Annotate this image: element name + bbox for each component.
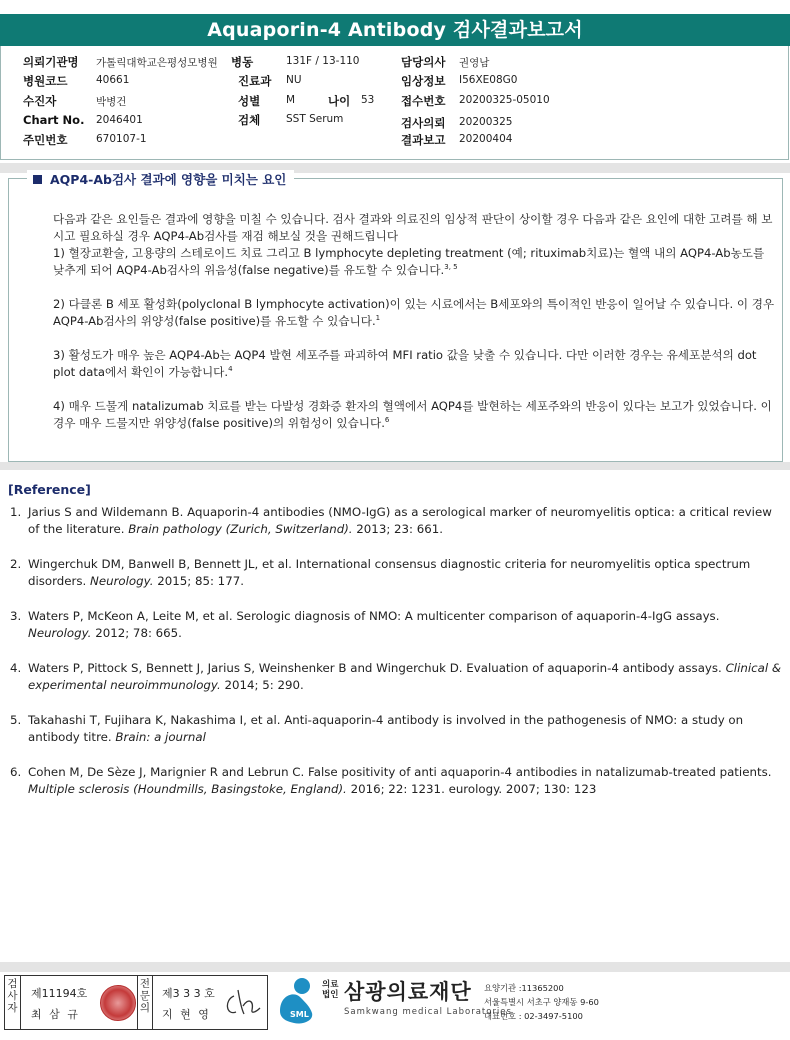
reference-journal: Brain: a journal — [115, 730, 206, 744]
reference-number: 2. — [10, 557, 22, 571]
reference-journal: Neurology. — [90, 574, 154, 588]
institution-value: 가톨릭대학교은평성모병원 — [96, 57, 218, 69]
report-label: 결과보고 — [401, 133, 446, 147]
signature-icon — [220, 984, 262, 1022]
foundation-address — [484, 981, 599, 1023]
factors-intro: 다음과 같은 요인들은 결과에 영향을 미칠 수 있습니다. 검사 결과와 의료진의 임상적 판단이 상이할 경우 다음과 같은 요인에 대한 고려를 해 보시고 필요하실 경우 AQP4-Ab검사를 재검 해보실 것을 권해드립니다 — [53, 212, 773, 243]
id-label: 주민번호 — [23, 133, 68, 147]
patient-label: 수진자 — [23, 94, 57, 108]
specimen-label: 검체 — [238, 113, 261, 127]
request-date: 20200325 — [459, 116, 513, 128]
factors-panel — [8, 172, 783, 462]
reference-number: 3. — [10, 609, 22, 623]
reference-text: Waters P, McKeon A, Leite M, et al. Serologic diagnosis of NMO: A multicenter comparison of aquaporin-4-IgG assays. — [28, 609, 720, 623]
reference-text: Waters P, Pittock S, Bennett J, Jarius S, Weinshenker B and Wingerchuk D. Evaluation of aquaporin-4 antibody assays. — [28, 661, 722, 675]
seal-stamp-icon — [100, 985, 136, 1021]
reference-list — [10, 504, 785, 816]
logo-icon-text: SML — [290, 1010, 309, 1019]
patient-info-panel — [0, 46, 789, 160]
factor-item — [53, 296, 775, 330]
reference-journal: Multiple sclerosis (Houndmills, Basingstoke, England). — [28, 782, 347, 796]
reference-citation: 2012; 78: 665. — [95, 626, 182, 640]
reference-heading: [Reference] — [8, 482, 91, 497]
reference-number: 4. — [10, 661, 22, 675]
age-value: 53 — [361, 94, 375, 106]
specimen-value: SST Serum — [286, 113, 344, 125]
foundation-english-name: Samkwang medical Laboratories — [344, 1007, 512, 1017]
foundation-logo — [272, 975, 787, 1030]
factor-ref: 3, 5 — [444, 263, 458, 272]
reference-citation: 2013; 23: 661. — [356, 522, 444, 536]
sex-value: M — [286, 94, 296, 106]
reference-text: Cohen M, De Sèze J, Marignier R and Lebrun C. False positivity of anti aquaporin-4 antibodies in natalizumab-treated patients. — [28, 765, 772, 779]
factors-title — [27, 170, 294, 188]
factor-item — [53, 398, 775, 432]
reference-text: Takahashi T, Fujihara K, Nakashima I, et al. Anti-aquaporin-4 antibody is involved in the pathogenesis of NMO: a study on antibody titre. — [28, 713, 744, 744]
report-date: 20200404 — [459, 133, 513, 145]
sex-label: 성별 — [238, 94, 261, 108]
reference-citation: 2014; 5: 290. — [224, 678, 304, 692]
reference-citation: 2016; 22: 1231. eurology. 2007; 130: 123 — [350, 782, 597, 796]
specialist-vertical-label: 전문의 — [137, 976, 153, 1029]
divider — [0, 962, 790, 972]
foundation-name: 삼광의료재단 — [344, 980, 472, 1004]
factors-body — [53, 211, 775, 449]
report-title: Aquaporin-4 Antibody 검사결과보고서 — [0, 14, 790, 46]
reference-item — [10, 712, 785, 746]
reference-number: 6. — [10, 765, 22, 779]
reference-text: Wingerchuk DM, Banwell B, Bennett JL, et al. International consensus diagnostic criteria for neuromyelitis optica spectrum disorders. — [28, 557, 751, 588]
reference-item — [10, 660, 785, 694]
reference-item — [10, 504, 785, 538]
factor-item — [53, 245, 775, 279]
factor-ref: 1 — [375, 314, 381, 323]
factor-text: 1) 혈장교환술, 고용량의 스테로이드 치료 그리고 B lymphocyte depleting treatment (예; rituximab치료)는 혈액 내의 AQP4-Ab농도를 낮추게 되어 AQP4-Ab검사의 위음성(false negative)를 유도할 수 있습니다. — [53, 246, 765, 277]
ward-label: 병동 — [231, 55, 254, 69]
clinical-info-value: I56XE08G0 — [459, 74, 518, 86]
specialist-number: 제3 3 3 호 — [162, 987, 215, 1000]
institution-label: 의뢰기관명 — [23, 55, 79, 69]
request-label: 검사의뢰 — [401, 116, 446, 130]
factor-text: 4) 매우 드물게 natalizumab 치료를 받는 다발성 경화증 환자의 혈액에서 AQP4를 발현하는 세포주와의 반응이 있다는 보고가 있었습니다. 이 경우 매우 드물지만 위양성(false positive)의 위험성이 있습니다. — [53, 399, 772, 430]
specialist-name: 지 현 영 — [162, 1008, 211, 1021]
reference-item — [10, 608, 785, 642]
accession-label: 접수번호 — [401, 94, 446, 108]
address-line: 서울특별시 서초구 양재동 9-60 — [484, 997, 599, 1007]
doctor-value: 권영남 — [459, 57, 490, 69]
factor-ref: 4 — [228, 365, 233, 374]
reference-text: Jarius S and Wildemann B. Aquaporin-4 antibodies (NMO-IgG) as a serological marker of neuromyelitis optica: a critical review of the literature. — [28, 505, 772, 536]
department-value: NU — [286, 74, 302, 86]
reference-item — [10, 556, 785, 590]
examiner-name: 최 삼 규 — [31, 1008, 80, 1021]
ward-value: 131F / 13-110 — [286, 55, 360, 67]
factors-title-text: AQP4-Ab검사 결과에 영향을 미치는 요인 — [50, 172, 287, 187]
reference-journal: Brain pathology (Zurich, Switzerland). — [128, 522, 353, 536]
factor-item — [53, 347, 775, 381]
patient-value: 박병건 — [96, 96, 127, 108]
bullet-square-icon — [33, 175, 42, 184]
institution-code: 요양기관 :11365200 — [484, 983, 564, 993]
signature-box — [4, 975, 268, 1030]
accession-value: 20200325-05010 — [459, 94, 550, 106]
divider — [0, 462, 790, 470]
reference-number: 1. — [10, 505, 22, 519]
reference-citation: 2015; 85: 177. — [157, 574, 244, 588]
legal-entity-label: 의료법인 — [322, 980, 339, 1000]
sml-logo-icon — [272, 977, 318, 1025]
doctor-label: 담당의사 — [401, 55, 446, 69]
factor-ref: 6 — [384, 416, 390, 425]
hospital-code-label: 병원코드 — [23, 74, 68, 88]
examiner-vertical-label: 검사자 — [5, 976, 21, 1029]
hospital-code-value: 40661 — [96, 74, 130, 86]
factor-text: 2) 다클론 B 세포 활성화(polyclonal B lymphocyte activation)이 있는 시료에서는 B세포와의 특이적인 반응이 일어날 수 있습니다. 이 경우 AQP4-Ab검사의 위양성(false positive)를 유도할 수 있습니다. — [53, 297, 775, 328]
id-value: 670107-1 — [96, 133, 147, 145]
chart-label: Chart No. — [23, 113, 85, 127]
reference-journal: Neurology. — [28, 626, 92, 640]
reference-number: 5. — [10, 713, 22, 727]
reference-journal: Clinical & experimental neuroimmunology. — [28, 661, 782, 692]
factor-text: 3) 활성도가 매우 높은 AQP4-Ab는 AQP4 발현 세포주를 파괴하여 MFI ratio 값을 낮출 수 있습니다. 다만 이러한 경우는 유세포분석의 dot plot data에서 확인이 가능합니다. — [53, 348, 757, 379]
reference-item — [10, 764, 785, 798]
age-label: 나이 — [328, 94, 351, 108]
examiner-number: 제11194호 — [31, 987, 88, 1000]
phone-line: 대표번호 : 02-3497-5100 — [484, 1011, 583, 1021]
department-label: 진료과 — [238, 74, 272, 88]
chart-value: 2046401 — [96, 114, 143, 126]
clinical-info-label: 임상정보 — [401, 74, 446, 88]
